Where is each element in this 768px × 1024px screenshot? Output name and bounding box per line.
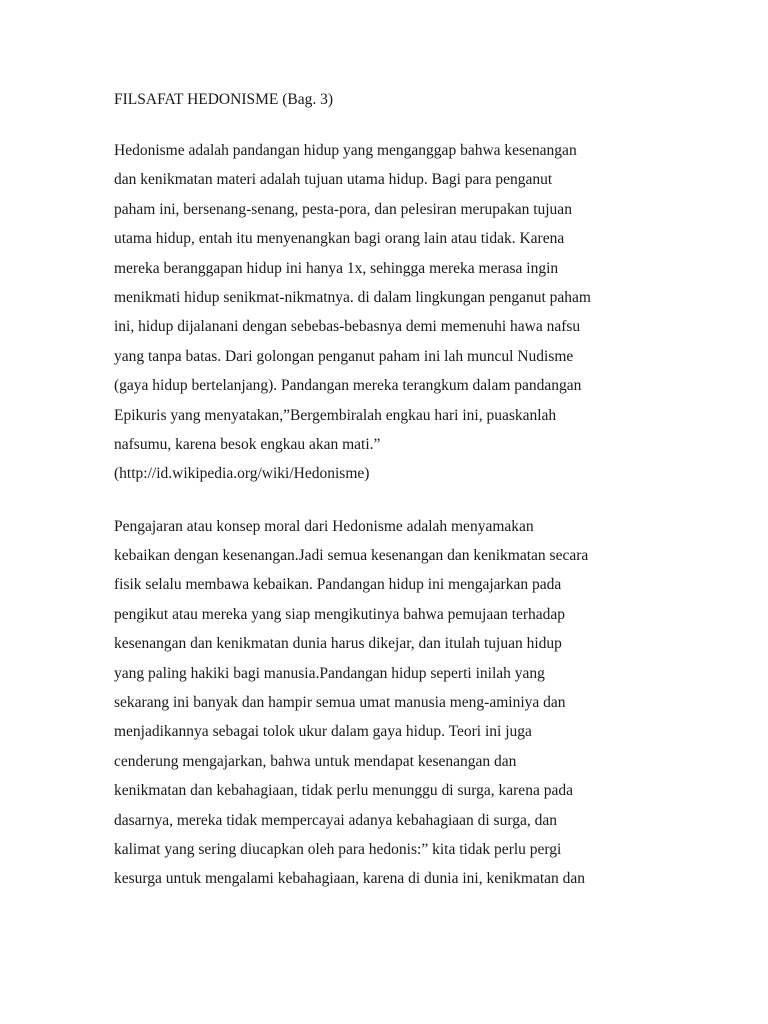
paragraph-line: pengikut atau mereka yang siap mengikutinya bahwa pemujaan terhadap (114, 605, 566, 623)
document-page (114, 90, 674, 894)
document-title: FILSAFAT HEDONISME (Bag. 3) (114, 91, 334, 108)
paragraph-line: paham ini, bersenang-senang, pesta-pora, dan pelesiran merupakan tujuan (114, 200, 572, 218)
paragraph-line: kalimat yang sering diucapkan oleh para hedonis:” kita tidak perlu pergi (114, 840, 562, 858)
paragraph-line: mereka beranggapan hidup ini hanya 1x, sehingga mereka merasa ingin (114, 259, 559, 277)
paragraph-line: sekarang ini banyak dan hampir semua umat manusia meng-aminiya dan (114, 694, 566, 712)
paragraph-line: dan kenikmatan materi adalah tujuan utama hidup. Bagi para penganut (114, 171, 553, 189)
paragraph-2 (114, 512, 674, 894)
paragraph-line: dasarnya, mereka tidak mempercayai adanya kebahagiaan di surga, dan (114, 811, 557, 829)
paragraph-line: kesenangan dan kenikmatan dunia harus dikejar, dan itulah tujuan hidup (114, 635, 562, 653)
paragraph-line: nafsumu, karena besok engkau akan mati.” (114, 435, 381, 453)
paragraph-line: menikmati hidup senikmat-nikmatnya. di dalam lingkungan penganut paham (114, 288, 591, 306)
citation-link-text: (http://id.wikipedia.org/wiki/Hedonisme) (114, 465, 370, 483)
paragraph-line: cenderung mengajarkan, bahwa untuk mendapat kesenangan dan (114, 752, 517, 770)
paragraph-line: kenikmatan dan kebahagiaan, tidak perlu menunggu di surga, karena pada (114, 782, 573, 800)
paragraph-line: Epikuris yang menyatakan,”Bergembiralah engkau hari ini, puaskanlah (114, 406, 557, 424)
paragraph-1 (114, 136, 674, 489)
paragraph-line: fisik selalu membawa kebaikan. Pandangan hidup ini mengajarkan pada (114, 576, 562, 594)
paragraph-line: yang paling hakiki bagi manusia.Pandangan hidup seperti inilah yang (114, 664, 545, 682)
paragraph-line: ini, hidup dijalanani dengan sebebas-bebasnya demi memenuhi hawa nafsu (114, 318, 581, 336)
paragraph-line: menjadikannya sebagai tolok ukur dalam gaya hidup. Teori ini juga (114, 723, 532, 741)
paragraph-line: (gaya hidup bertelanjang). Pandangan mereka terangkum dalam pandangan (114, 377, 582, 395)
paragraph-line: Hedonisme adalah pandangan hidup yang menganggap bahwa kesenangan (114, 142, 577, 159)
paragraph-line: Pengajaran atau konsep moral dari Hedonisme adalah menyamakan (114, 517, 534, 535)
paragraph-line: kesurga untuk mengalami kebahagiaan, karena di dunia ini, kenikmatan dan (114, 870, 586, 888)
paragraph-line: utama hidup, entah itu menyenangkan bagi orang lain atau tidak. Karena (114, 230, 565, 248)
paragraph-line: yang tanpa batas. Dari golongan penganut paham ini lah muncul Nudisme (114, 347, 574, 365)
paragraph-line: kebaikan dengan kesenangan.Jadi semua kesenangan dan kenikmatan secara (114, 547, 589, 565)
